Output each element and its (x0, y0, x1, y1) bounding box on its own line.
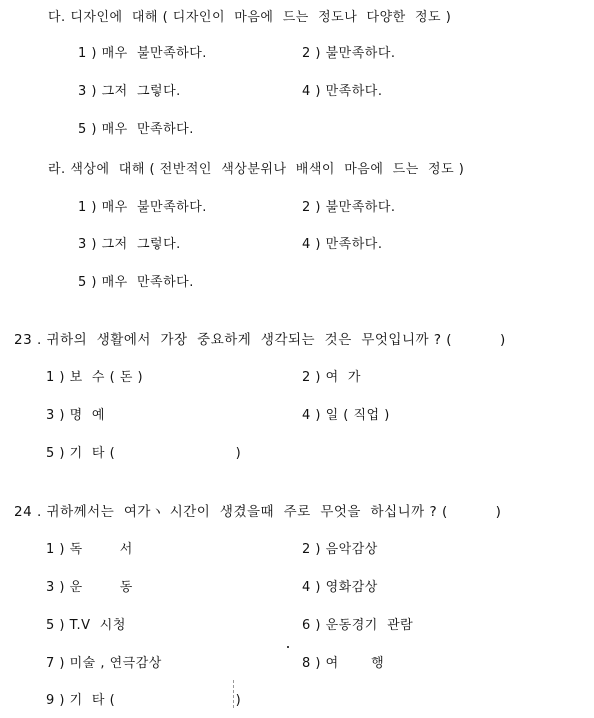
option-24-3[interactable]: 3 ) 운 동 (46, 580, 133, 595)
option-ra-3[interactable]: 3 ) 그저 그렇다. (78, 237, 181, 252)
option-23-1[interactable]: 1 ) 보 수 ( 돈 ) (46, 370, 144, 385)
scan-speck (287, 646, 289, 648)
option-ra-4[interactable]: 4 ) 만족하다. (302, 237, 383, 252)
option-24-1[interactable]: 1 ) 독 서 (46, 542, 133, 557)
option-24-4[interactable]: 4 ) 영화감상 (302, 580, 378, 595)
option-24-2[interactable]: 2 ) 음악감상 (302, 542, 378, 557)
option-24-9[interactable]: 9 ) 기 타 ( ) (46, 693, 242, 708)
option-ra-1[interactable]: 1 ) 매우 불만족하다. (78, 200, 207, 215)
option-23-3[interactable]: 3 ) 명 예 (46, 408, 105, 423)
question-24: 24 . 귀하께서는 여가ヽ 시간이 생겼을때 주로 무엇을 하십니까 ? ( ) (14, 504, 502, 520)
question-23: 23 . 귀하의 생활에서 가장 중요하게 생각되는 것은 무엇입니까 ? ( ) (14, 332, 506, 348)
option-23-4[interactable]: 4 ) 일 ( 직업 ) (302, 408, 390, 423)
section-da-heading: 다. 디자인에 대해 ( 디자인이 마음에 드는 정도나 다양한 정도 ) (48, 10, 452, 25)
option-da-4[interactable]: 4 ) 만족하다. (302, 84, 383, 99)
section-ra-heading: 라. 색상에 대해 ( 전반적인 색상분위나 배색이 마음에 드는 정도 ) (48, 162, 465, 177)
option-24-5[interactable]: 5 ) T.V 시청 (46, 618, 126, 633)
option-da-2[interactable]: 2 ) 불만족하다. (302, 46, 396, 61)
option-da-3[interactable]: 3 ) 그저 그렇다. (78, 84, 181, 99)
option-ra-5[interactable]: 5 ) 매우 만족하다. (78, 275, 194, 290)
option-da-5[interactable]: 5 ) 매우 만족하다. (78, 122, 194, 137)
scan-line-mark (233, 680, 234, 708)
option-23-2[interactable]: 2 ) 여 가 (302, 370, 361, 385)
option-24-6[interactable]: 6 ) 운동경기 관람 (302, 618, 414, 633)
option-24-8[interactable]: 8 ) 여 행 (302, 656, 385, 671)
option-da-1[interactable]: 1 ) 매우 불만족하다. (78, 46, 207, 61)
option-24-7[interactable]: 7 ) 미술 , 연극감상 (46, 656, 162, 671)
option-23-5[interactable]: 5 ) 기 타 ( ) (46, 446, 242, 461)
option-ra-2[interactable]: 2 ) 불만족하다. (302, 200, 396, 215)
